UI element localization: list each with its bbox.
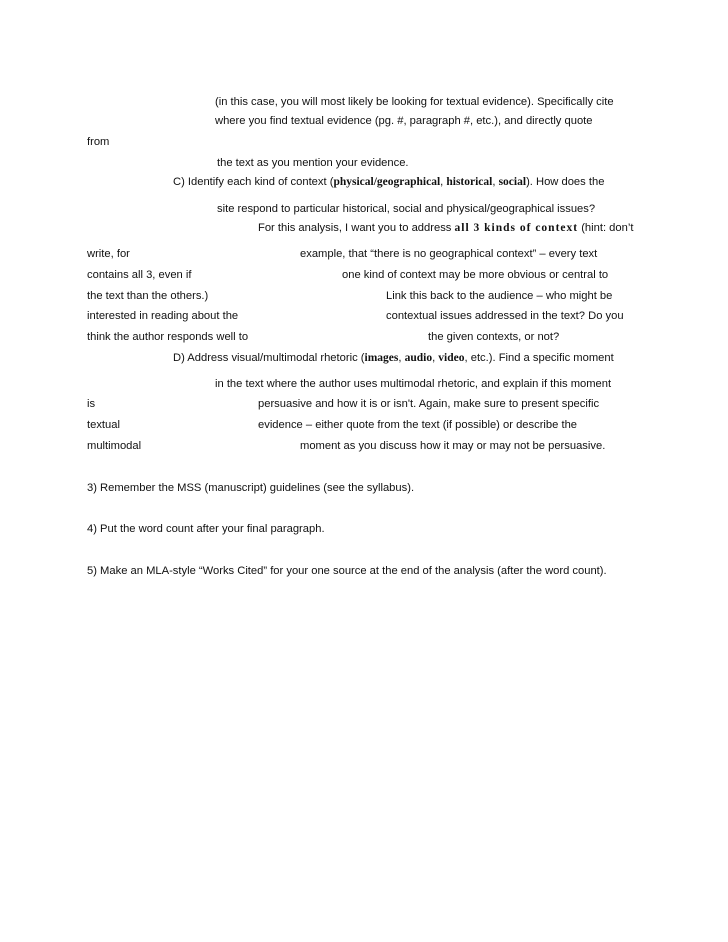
text-line: in the text where the author uses multimodal rhetoric, and explain if this moment [215,378,612,390]
item-c-heading [173,175,604,189]
text-line: persuasive and how it is or isn't. Again, make sure to present specific [258,398,600,410]
text-line: site respond to particular historical, social and physical/geographical issues? [217,203,596,215]
text-line: evidence – either quote from the text (if possible) or describe the [258,419,578,431]
bold-term: social [498,176,527,188]
text-line: (in this case, you will most likely be looking for textual evidence). Specifically cite [215,96,614,108]
text-line: write, for [87,248,130,260]
text-line: interested in reading about the [87,310,239,322]
text-segment: , [398,352,405,364]
text-segment: , etc.). Find a specific moment [464,352,614,364]
text-line: one kind of context may be more obvious or central to [342,269,609,281]
text-line: Link this back to the audience – who might be [386,290,613,302]
bold-term: video [438,352,465,364]
bold-term: audio [404,352,433,364]
text-segment: , [492,176,499,188]
text-segment: D) Address visual/multimodal rhetoric ( [173,352,365,364]
text-line: multimodal [87,440,142,452]
text-segment: ). How does the [526,176,605,188]
text-line: contains all 3, even if [87,269,192,281]
text-line: from [87,136,110,148]
text-segment: , [432,352,439,364]
text-line: is [87,398,96,410]
list-item: 3) Remember the MSS (manuscript) guidelines (see the syllabus). [87,482,415,494]
text-line: example, that “there is no geographical context” – every text [300,248,598,260]
bold-term: physical/geographical [333,176,441,188]
text-segment: C) Identify each kind of context ( [173,176,334,188]
text-line: the given contexts, or not? [428,331,560,343]
text-line: contextual issues addressed in the text? Do you [386,310,624,322]
list-item: 5) Make an MLA-style “Works Cited” for your one source at the end of the analysis (after the word count). [87,565,607,577]
text-segment: , [440,176,447,188]
text-line: textual [87,419,120,431]
list-item: 4) Put the word count after your final paragraph. [87,523,325,535]
bold-term: images [364,352,399,364]
bold-term: historical [446,176,493,188]
text-line: the text as you mention your evidence. [217,157,409,169]
text-segment: For this analysis, I want you to address [258,222,455,234]
text-line: the text than the others.) [87,290,209,302]
text-line: moment as you discuss how it may or may not be persuasive. [300,440,606,452]
text-line: think the author responds well to [87,331,249,343]
item-d-heading [173,351,614,365]
text-line [258,221,633,235]
text-line: where you find textual evidence (pg. #, paragraph #, etc.), and directly quote [215,115,593,127]
text-segment: (hint: don’t [578,222,634,234]
bold-term: all 3 kinds of context [454,222,579,234]
